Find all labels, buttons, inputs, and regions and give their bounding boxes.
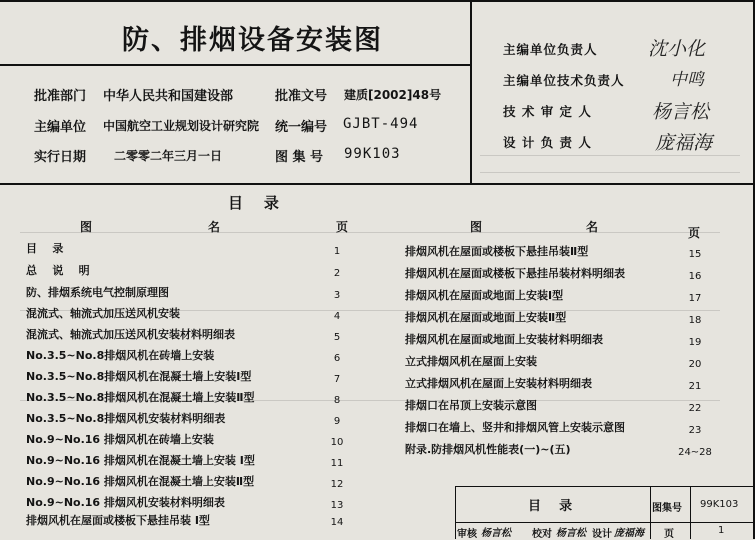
- toc-page: 13: [330, 500, 344, 511]
- page-title: 防、排烟设备安装图: [122, 25, 383, 56]
- title-block-sep: [650, 486, 651, 539]
- toc-item: No.3.5~No.8排烟风机在砖墙上安装: [26, 349, 215, 362]
- toc-page: 15: [688, 249, 702, 260]
- toc-page: 7: [333, 374, 341, 385]
- toc-item: 防、排烟系统电气控制原理图: [26, 286, 169, 299]
- toc-item: No.9~No.16 排烟风机在砖墙上安装: [26, 433, 214, 446]
- toc-item: 排烟口在墙上、竖井和排烟风管上安装示意图: [405, 421, 625, 434]
- toc-item: 排烟口在吊顶上安装示意图: [405, 399, 537, 412]
- toc-page: 12: [330, 479, 344, 490]
- toc-item: 混流式、轴流式加压送风机安装材料明细表: [26, 328, 235, 341]
- toc-item: No.3.5~No.8排烟风机在混凝土墙上安装Ⅱ型: [26, 391, 255, 404]
- responsible-label: 主编单位负责人: [503, 42, 598, 57]
- toc-page: 19: [688, 337, 702, 348]
- toc-heading: 目 录: [228, 194, 279, 212]
- toc-page: 21: [688, 381, 702, 392]
- toc-page: 16: [688, 271, 702, 282]
- toc-col-page: 页: [336, 220, 349, 234]
- toc-item: 排烟风机在屋面或楼板下悬挂吊装Ⅱ型: [405, 245, 589, 258]
- responsible-label: 设 计 负 责 人: [503, 135, 592, 150]
- toc-item: 附录.防排烟风机性能表(一)~(五): [405, 443, 571, 456]
- show-through-line: [20, 232, 720, 233]
- signature: 庞福海: [655, 132, 713, 154]
- title-block-top: [455, 486, 755, 487]
- header-vertical-divider: [470, 0, 472, 184]
- toc-col-drawing: 图: [470, 220, 483, 234]
- title-block-check-sig: 杨言松: [556, 528, 586, 539]
- toc-page: 11: [330, 458, 344, 469]
- signature: 杨言松: [652, 101, 710, 123]
- title-block-design-label: 设计: [592, 529, 612, 540]
- toc-item: 立式排烟风机在屋面上安装: [405, 355, 537, 368]
- toc-item: No.9~No.16 排烟风机在混凝土墙上安装 Ⅰ型: [26, 454, 255, 467]
- toc-page: 6: [333, 353, 341, 364]
- toc-item: No.9~No.16 排烟风机安装材料明细表: [26, 496, 225, 509]
- header-divider: [0, 183, 755, 185]
- toc-page: 5: [333, 332, 341, 343]
- toc-item: No.9~No.16 排烟风机在混凝土墙上安装Ⅱ型: [26, 475, 255, 488]
- toc-col-drawing: 图: [80, 220, 93, 234]
- toc-page: 23: [688, 425, 702, 436]
- signature: 沈小化: [648, 38, 706, 60]
- toc-page: 17: [688, 293, 702, 304]
- top-border: [0, 0, 755, 2]
- impl-date-label: 实行日期: [34, 150, 87, 165]
- toc-item: No.3.5~No.8排烟风机在混凝土墙上安装Ⅰ型: [26, 370, 252, 383]
- toc-item: 排烟风机在屋面或地面上安装Ⅱ型: [405, 311, 567, 324]
- title-block-check-label: 校对: [532, 529, 552, 540]
- toc-item: 排烟风机在屋面或地面上安装材料明细表: [405, 333, 603, 346]
- unified-no-label: 统一编号: [275, 120, 328, 135]
- title-block-design-sig: 庞福海: [614, 528, 644, 539]
- toc-page: 22: [688, 403, 702, 414]
- impl-date: 二零零二年三月一日: [114, 149, 223, 163]
- show-through-line: [480, 172, 740, 173]
- toc-item: 排烟风机在屋面或地面上安装Ⅰ型: [405, 289, 564, 302]
- title-row-divider: [0, 64, 471, 66]
- toc-page: 20: [688, 359, 702, 370]
- toc-item: 混流式、轴流式加压送风机安装: [26, 307, 180, 320]
- toc-page: 3: [333, 290, 341, 301]
- toc-item: 立式排烟风机在屋面上安装材料明细表: [405, 377, 592, 390]
- toc-item: No.3.5~No.8排烟风机安装材料明细表: [26, 412, 226, 425]
- title-block-name: 目 录: [528, 499, 573, 514]
- title-block-left: [455, 486, 456, 539]
- toc-page: 4: [333, 311, 341, 322]
- toc-item: 排烟风机在屋面或楼板下悬挂吊装材料明细表: [405, 267, 625, 280]
- toc-item: 排烟风机在屋面或楼板下悬挂吊装 Ⅰ型: [26, 514, 210, 527]
- title-block-review-sig: 杨言松: [481, 528, 511, 539]
- toc-col-name: 名: [586, 220, 599, 234]
- toc-page: 1: [333, 246, 341, 257]
- approval-doc: 建质[2002]48号: [344, 88, 442, 102]
- responsible-label: 主编单位技术负责人: [503, 73, 625, 88]
- atlas-no-label: 图 集 号: [275, 150, 324, 165]
- toc-page: 8: [333, 395, 341, 406]
- editor-unit-label: 主编单位: [34, 120, 87, 135]
- title-block-page-value: 1: [718, 525, 725, 536]
- title-block-mid: [455, 522, 755, 523]
- approval-doc-label: 批准文号: [275, 89, 328, 104]
- title-block-atlas-label: 图集号: [652, 503, 682, 514]
- toc-page: 24~28: [678, 447, 712, 458]
- toc-col-name: 名: [208, 220, 221, 234]
- title-block-review-label: 审核: [457, 529, 477, 540]
- show-through-line: [480, 155, 740, 156]
- toc-page: 2: [333, 268, 341, 279]
- approval-dept-label: 批准部门: [34, 89, 87, 104]
- signature: 中鸣: [670, 70, 704, 90]
- responsible-label: 技 术 审 定 人: [503, 104, 592, 119]
- toc-page: 18: [688, 315, 702, 326]
- title-block-sep: [690, 486, 691, 539]
- toc-item: 目 录: [26, 242, 64, 255]
- editor-unit: 中国航空工业规划设计研究院: [103, 119, 260, 133]
- unified-no: GJBT-494: [343, 116, 419, 132]
- toc-page: 14: [330, 517, 344, 528]
- title-block-atlas-value: 99K103: [700, 499, 739, 510]
- atlas-no: 99K103: [344, 146, 401, 162]
- toc-page: 9: [333, 416, 341, 427]
- toc-col-page: 页: [688, 226, 701, 240]
- toc-item: 总 说 明: [26, 264, 90, 277]
- title-block-page-label: 页: [664, 529, 674, 540]
- approval-dept: 中华人民共和国建设部: [103, 89, 234, 104]
- toc-page: 10: [330, 437, 344, 448]
